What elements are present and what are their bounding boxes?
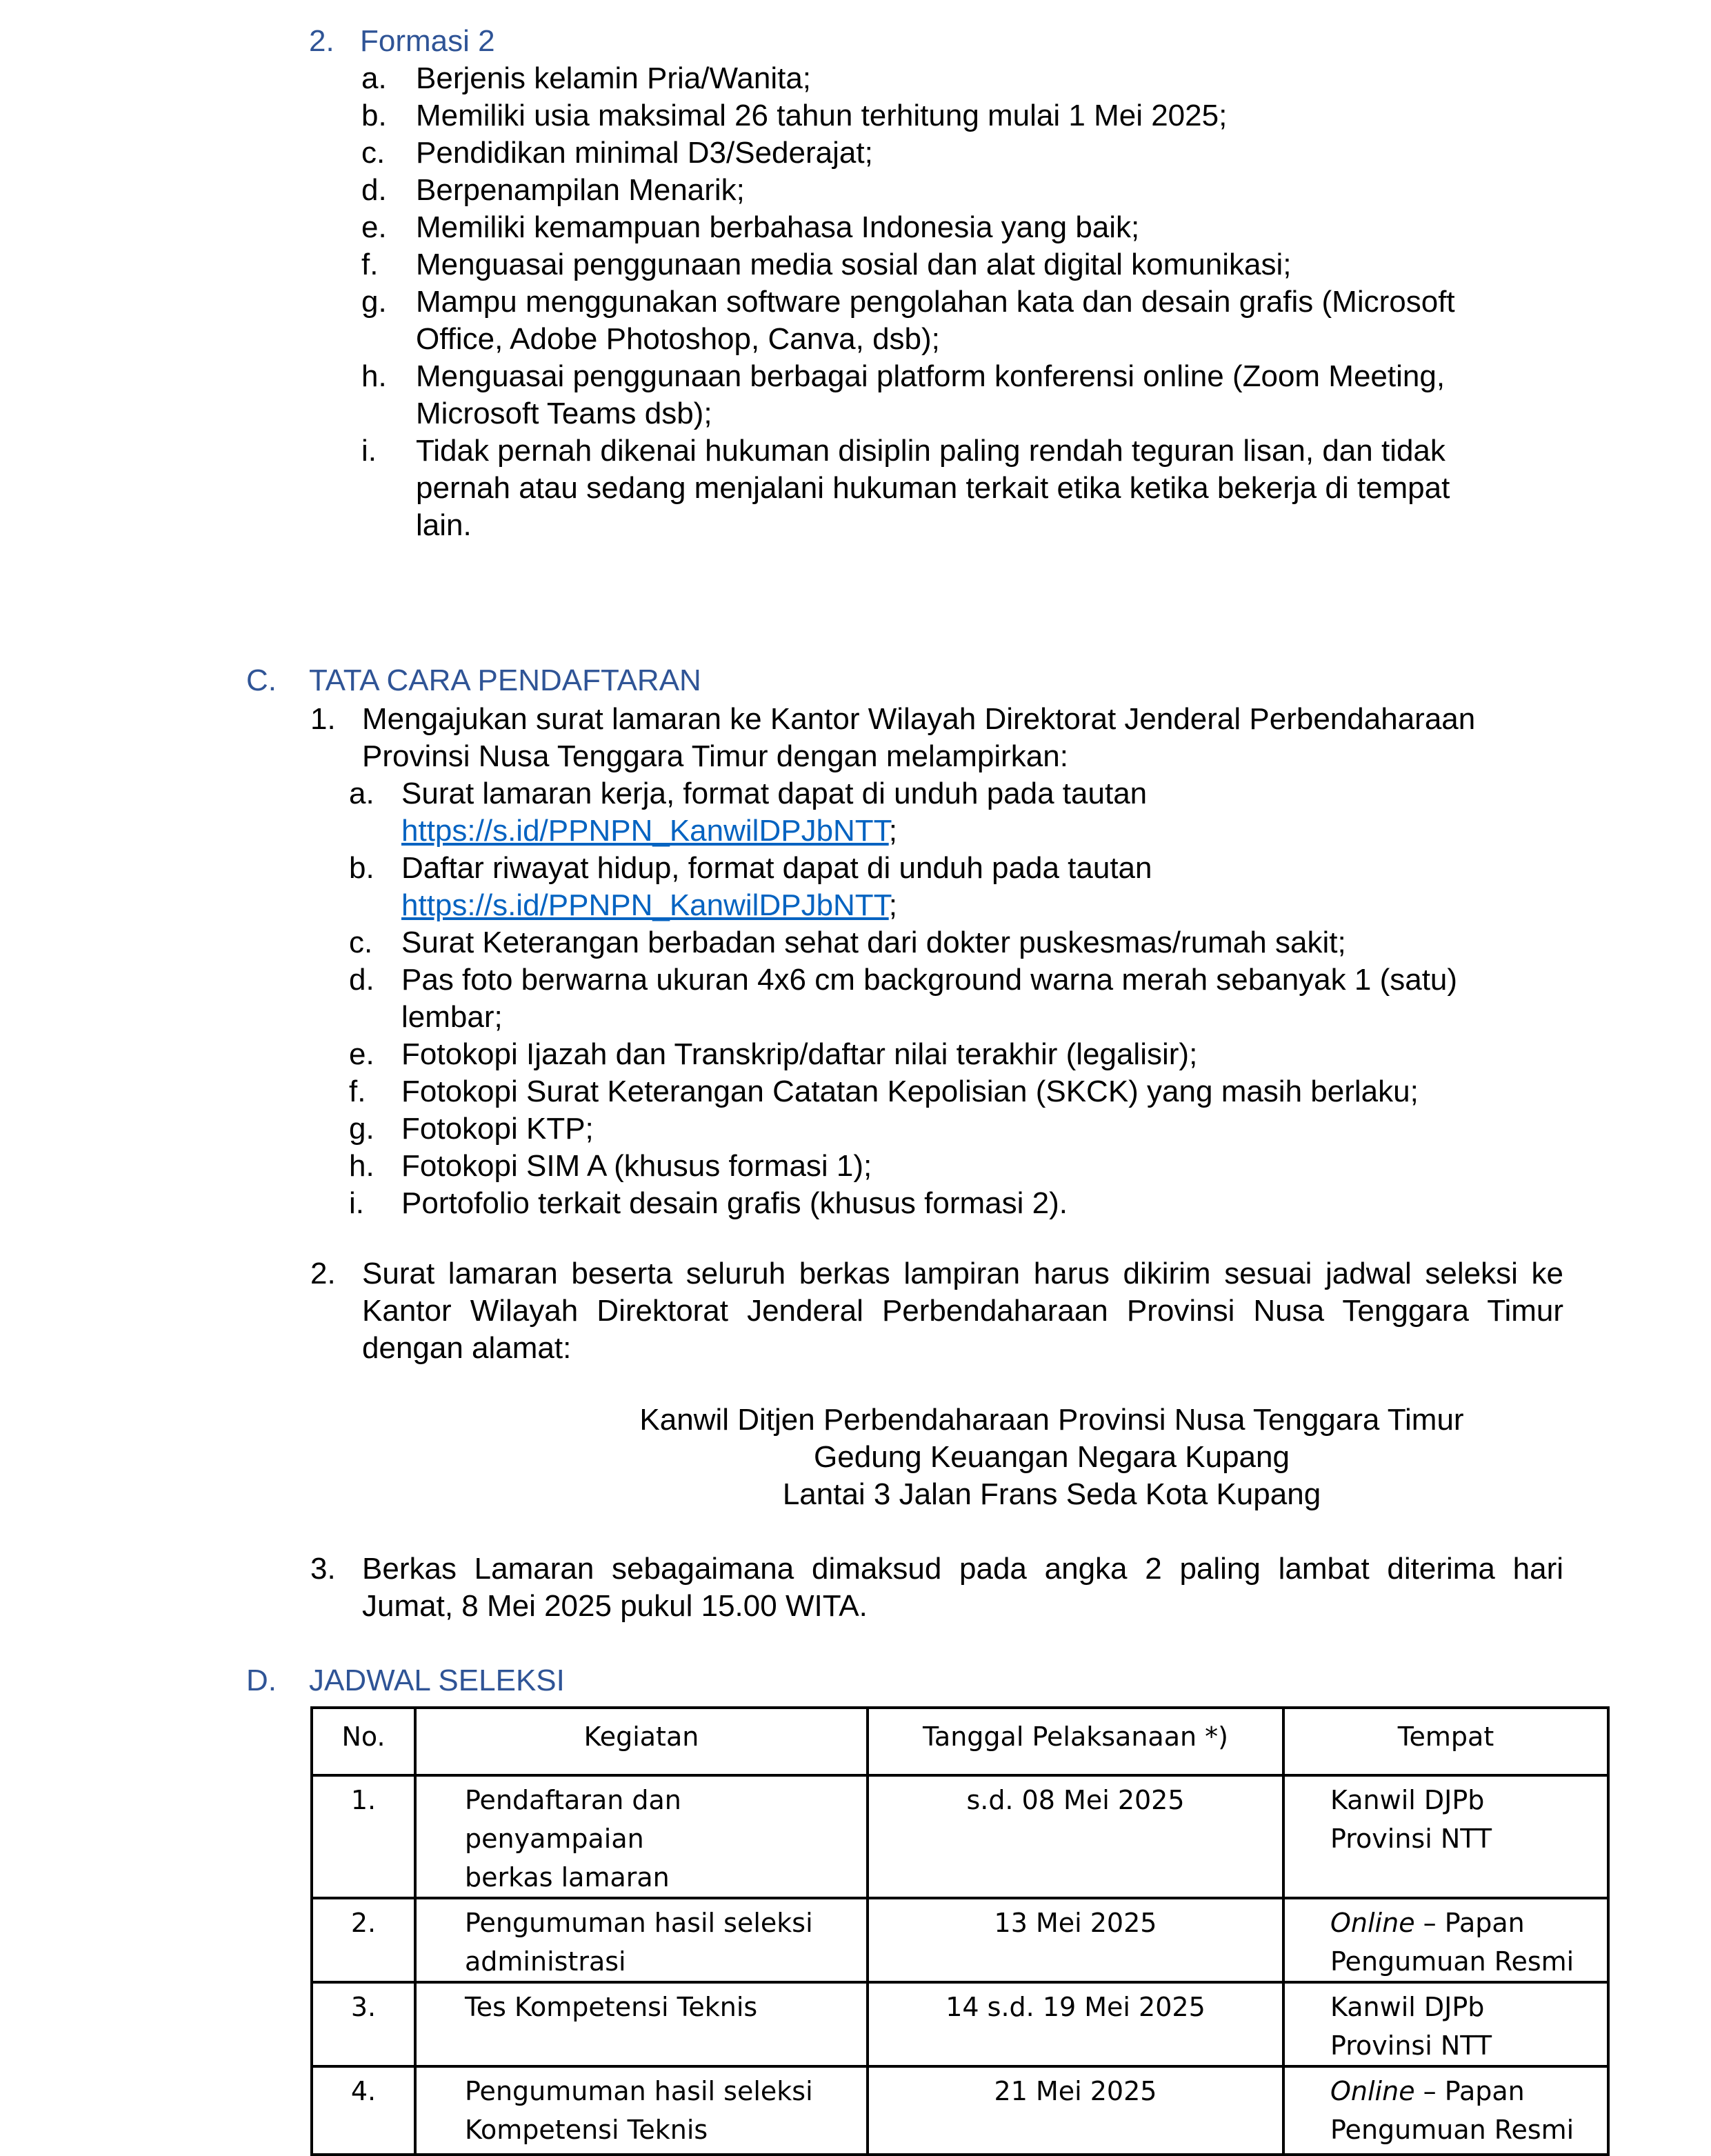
list-item-letter: h. [361, 359, 387, 393]
table-row [312, 1775, 1608, 1898]
list-item-text: Surat Keterangan berbadan sehat dari dokter puskesmas/rumah sakit; [401, 926, 1346, 959]
list-item-text: Pas foto berwarna ukuran 4x6 cm background warna merah sebanyak 1 (satu) [401, 963, 1458, 997]
cell-tanggal: s.d. 08 Mei 2025 [868, 1775, 1283, 1898]
list-item-text: lain. [416, 508, 472, 542]
address-line: Lantai 3 Jalan Frans Seda Kota Kupang [782, 1477, 1321, 1511]
c1-a-letter: a. [349, 777, 374, 810]
header-tanggal: Tanggal Pelaksanaan *) [868, 1708, 1283, 1775]
cell-tanggal: 21 Mei 2025 [868, 2066, 1283, 2155]
list-item-text: Fotokopi SIM A (khusus formasi 1); [401, 1149, 872, 1183]
cell-line: administrasi [465, 1946, 626, 1977]
cell-line: Pengumuan Resmi [1330, 1946, 1574, 1977]
address-line: Kanwil Ditjen Perbendaharaan Provinsi Nusa Tenggara Timur [639, 1403, 1464, 1437]
cell-line: Provinsi NTT [1330, 2030, 1492, 2061]
list-item-letter: f. [349, 1075, 366, 1108]
list-item-text: Menguasai penggunaan berbagai platform konferensi online (Zoom Meeting, [416, 359, 1445, 393]
address-line: Gedung Keuangan Negara Kupang [814, 1440, 1290, 1474]
paragraph-line: Kantor Wilayah Direktorat Jenderal Perbendaharaan Provinsi Nusa Tenggara Timur [362, 1294, 1563, 1328]
list-item-text: Fotokopi KTP; [401, 1112, 594, 1146]
c2-number: 2. [310, 1257, 336, 1290]
cv-download-link[interactable]: https://s.id/PPNPN_KanwilDPJbNTT [401, 888, 889, 922]
cell-line: Pengumuan Resmi [1330, 2115, 1574, 2145]
list-item-letter: b. [361, 99, 387, 132]
c1-a-line: Surat lamaran kerja, format dapat di unduh pada tautan [401, 777, 1148, 810]
cell-tanggal: 14 s.d. 19 Mei 2025 [868, 1982, 1283, 2066]
list-item-text: Fotokopi Surat Keterangan Catatan Kepolisian (SKCK) yang masih berlaku; [401, 1075, 1419, 1108]
list-item-text: Berjenis kelamin Pria/Wanita; [416, 61, 812, 95]
list-item-letter: a. [361, 61, 387, 95]
cell-tempat [1283, 1898, 1608, 1982]
list-item-text: Memiliki kemampuan berbahasa Indonesia yang baik; [416, 210, 1140, 244]
list-item-text: Office, Adobe Photoshop, Canva, dsb); [416, 322, 940, 356]
paragraph-line: dengan alamat: [362, 1331, 572, 1365]
c1-number: 1. [310, 702, 336, 736]
cell-kegiatan [415, 1775, 868, 1898]
list-item-text: Berpenampilan Menarik; [416, 173, 745, 207]
c1-line-2: Provinsi Nusa Tenggara Timur dengan melampirkan: [362, 739, 1068, 773]
c1-b-letter: b. [349, 851, 374, 885]
formasi2-number: 2. [309, 24, 334, 58]
c1-a-link-line: https://s.id/PPNPN_KanwilDPJbNTT; [401, 814, 897, 848]
list-item-letter: c. [361, 136, 386, 170]
table-row [312, 1898, 1608, 1982]
list-item-text: Memiliki usia maksimal 26 tahun terhitung mulai 1 Mei 2025; [416, 99, 1228, 132]
list-item-letter: i. [349, 1186, 364, 1220]
cell-tempat [1283, 1775, 1608, 1898]
formasi2-title: Formasi 2 [360, 24, 495, 58]
list-item-text: pernah atau sedang menjalani hukuman terkait etika ketika bekerja di tempat [416, 471, 1450, 505]
online-label: Online [1330, 2076, 1415, 2106]
cell-no: 3. [312, 1982, 415, 2066]
section-c-letter: C. [246, 663, 277, 697]
list-item-letter: e. [349, 1037, 374, 1071]
list-item-text: Tidak pernah dikenai hukuman disiplin paling rendah teguran lisan, dan tidak [416, 434, 1445, 468]
format-download-link[interactable]: https://s.id/PPNPN_KanwilDPJbNTT [401, 814, 889, 848]
list-item-letter: i. [361, 434, 377, 468]
list-item-letter: d. [361, 173, 387, 207]
list-item-text: Menguasai penggunaan media sosial dan alat digital komunikasi; [416, 248, 1292, 281]
cell-no: 4. [312, 2066, 415, 2155]
cell-tempat [1283, 1982, 1608, 2066]
list-item-text: Pendidikan minimal D3/Sederajat; [416, 136, 873, 170]
cell-line: Pendaftaran dan [465, 1785, 681, 1815]
list-item-letter: e. [361, 210, 387, 244]
list-item-text: lembar; [401, 1000, 503, 1034]
cell-no: 1. [312, 1775, 415, 1898]
header-no: No. [312, 1708, 415, 1775]
cell-line: Provinsi NTT [1330, 1824, 1492, 1854]
list-item-letter: d. [349, 963, 374, 997]
cell-line: Kanwil DJPb [1330, 1992, 1485, 2022]
cell-line: Kanwil DJPb [1330, 1785, 1485, 1815]
header-kegiatan: Kegiatan [415, 1708, 868, 1775]
cell-line: Kompetensi Teknis [465, 2115, 708, 2145]
cell-line: Online – Papan [1330, 2076, 1525, 2106]
cell-tanggal: 13 Mei 2025 [868, 1898, 1283, 1982]
cell-kegiatan [415, 1898, 868, 1982]
list-item-letter: h. [349, 1149, 374, 1183]
list-item-text: Microsoft Teams dsb); [416, 397, 712, 430]
list-item-letter: c. [349, 926, 373, 959]
section-c-title: TATA CARA PENDAFTARAN [309, 663, 701, 697]
cell-kegiatan [415, 2066, 868, 2155]
cell-line: Pengumuman hasil seleksi [465, 2076, 813, 2106]
c1-b-line: Daftar riwayat hidup, format dapat di unduh pada tautan [401, 851, 1152, 885]
list-item-letter: f. [361, 248, 379, 281]
table-header-row [312, 1708, 1608, 1775]
cell-line: Tes Kompetensi Teknis [465, 1992, 758, 2022]
cell-line: Pengumuman hasil seleksi [465, 1908, 813, 1938]
table-row [312, 2066, 1608, 2155]
paragraph-line: Jumat, 8 Mei 2025 pukul 15.00 WITA. [362, 1589, 868, 1623]
cell-kegiatan [415, 1982, 868, 2066]
paragraph-line: Surat lamaran beserta seluruh berkas lampiran harus dikirim sesuai jadwal seleksi ke [362, 1257, 1563, 1290]
list-item-letter: g. [349, 1112, 374, 1146]
cell-line: penyampaian [465, 1824, 644, 1854]
list-item-text: Fotokopi Ijazah dan Transkrip/daftar nilai terakhir (legalisir); [401, 1037, 1198, 1071]
paragraph-line: Berkas Lamaran sebagaimana dimaksud pada angka 2 paling lambat diterima hari [362, 1552, 1563, 1586]
list-item-text: Mampu menggunakan software pengolahan kata dan desain grafis (Microsoft [416, 285, 1455, 319]
c3-number: 3. [310, 1552, 336, 1586]
cell-tempat [1283, 2066, 1608, 2155]
section-d-title: JADWAL SELEKSI [309, 1664, 565, 1697]
table-row [312, 1982, 1608, 2066]
c1-b-link-line: https://s.id/PPNPN_KanwilDPJbNTT; [401, 888, 897, 922]
list-item-text: Portofolio terkait desain grafis (khusus formasi 2). [401, 1186, 1068, 1220]
cell-line: berkas lamaran [465, 1862, 670, 1893]
section-d-letter: D. [246, 1664, 277, 1697]
c1-line-1: Mengajukan surat lamaran ke Kantor Wilayah Direktorat Jenderal Perbendaharaan [362, 702, 1476, 736]
online-label: Online [1330, 1908, 1415, 1938]
cell-line: Online – Papan [1330, 1908, 1525, 1938]
header-tempat: Tempat [1283, 1708, 1608, 1775]
list-item-letter: g. [361, 285, 387, 319]
selection-schedule-table [310, 1706, 1610, 2156]
cell-no: 2. [312, 1898, 415, 1982]
